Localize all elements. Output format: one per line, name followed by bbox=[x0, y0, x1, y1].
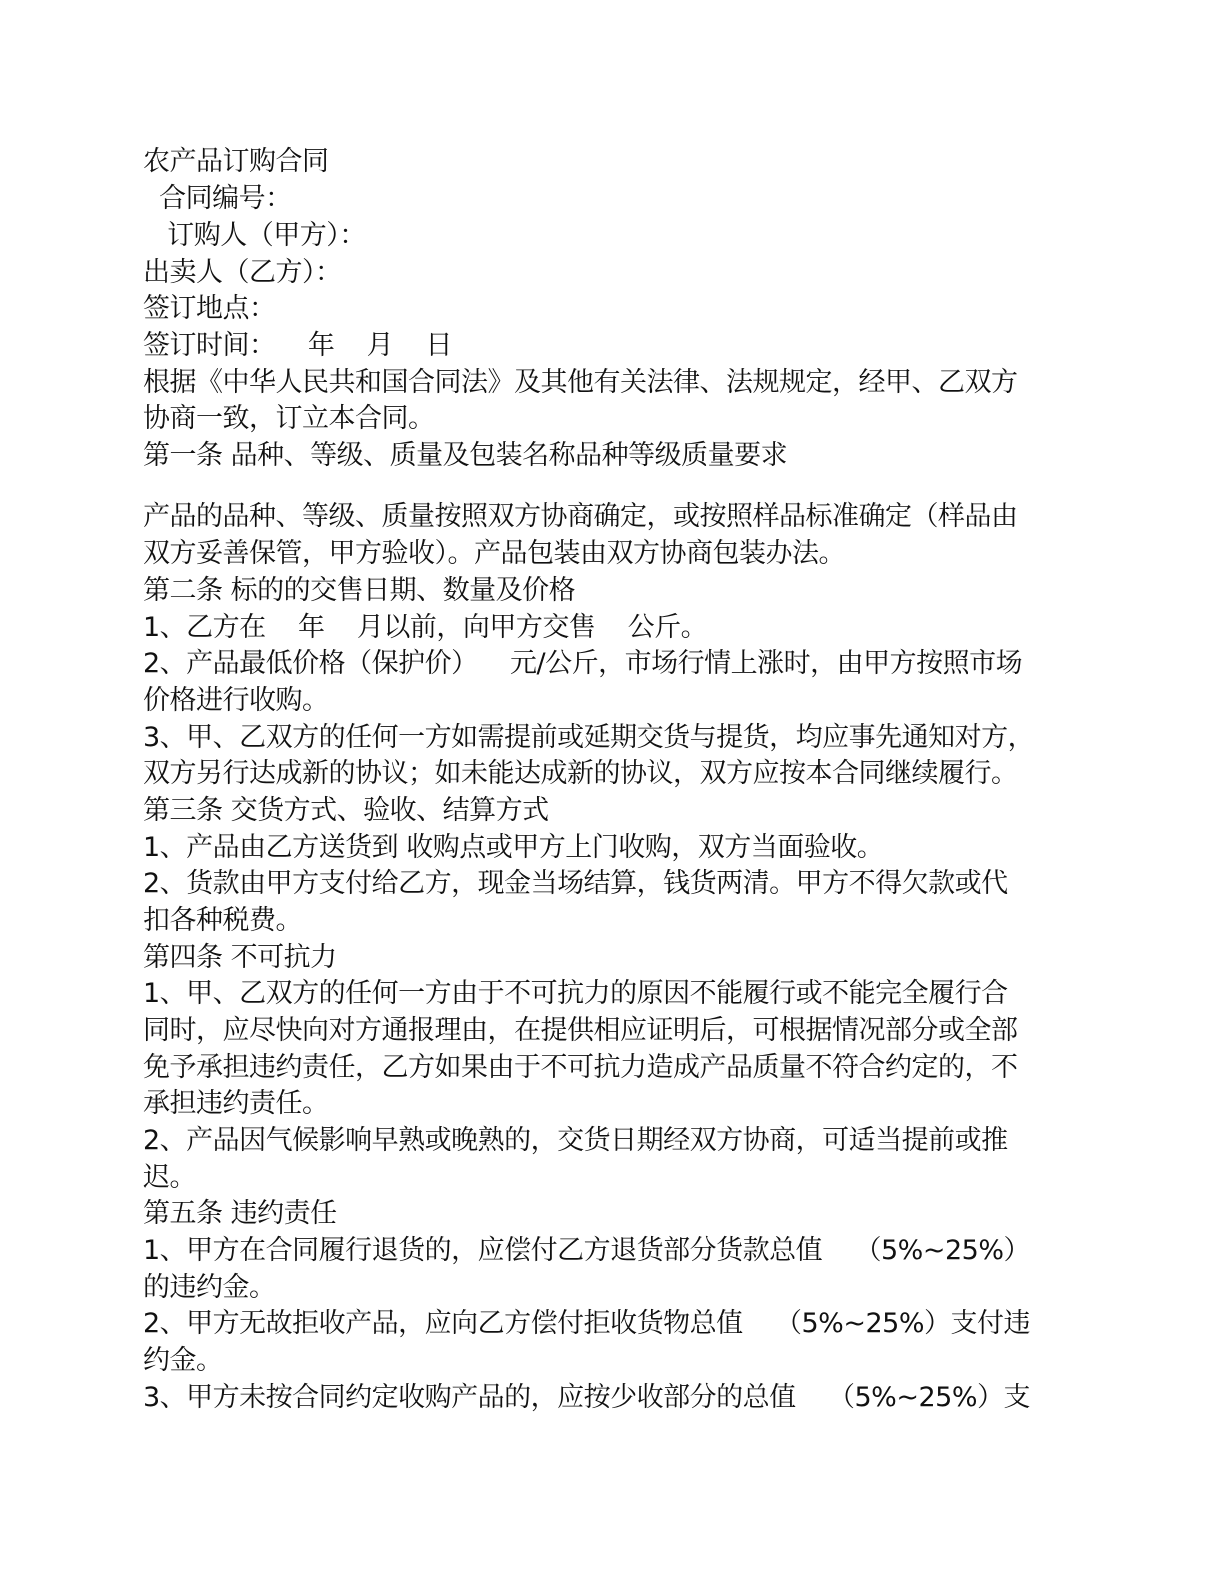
article-2-line: 价格进行收购。 bbox=[143, 685, 329, 716]
article-5-line: 2、甲方无故拒收产品，应向乙方偿付拒收货物总值 （5%~25%）支付违 bbox=[143, 1308, 1030, 1339]
document-title: 农产品订购合同 bbox=[143, 146, 329, 177]
article-3-line: 2、货款由甲方支付给乙方，现金当场结算，钱货两清。甲方不得欠款或代 bbox=[143, 868, 1008, 899]
article-1-line: 双方妥善保管，甲方验收）。产品包装由双方协商包装办法。 bbox=[143, 538, 845, 569]
article-1-line: 产品的品种、等级、质量按照双方协商确定，或按照样品标准确定（样品由 bbox=[143, 501, 1018, 532]
article-2-line: 2、产品最低价格（保护价） 元/公斤，市场行情上涨时，由甲方按照市场 bbox=[143, 648, 1023, 679]
contract-number-field: 合同编号： bbox=[143, 183, 292, 214]
preamble-line: 根据《中华人民共和国合同法》及其他有关法律、法规规定，经甲、乙双方 bbox=[143, 367, 1018, 398]
article-2-heading: 第二条 标的的交售日期、数量及价格 bbox=[143, 575, 576, 606]
article-5-line: 1、甲方在合同履行退货的，应偿付乙方退货部分货款总值 （5%~25%） bbox=[143, 1235, 1030, 1266]
article-5-line: 3、甲方未按合同约定收购产品的，应按少收部分的总值 （5%~25%）支 bbox=[143, 1382, 1030, 1413]
article-4-line: 2、产品因气候影响早熟或晚熟的，交货日期经双方协商，可适当提前或推 bbox=[143, 1125, 1008, 1156]
article-1-heading: 第一条 品种、等级、质量及包装名称品种等级质量要求 bbox=[143, 440, 788, 471]
article-3-heading: 第三条 交货方式、验收、结算方式 bbox=[143, 795, 549, 826]
article-4-line: 免予承担违约责任，乙方如果由于不可抗力造成产品质量不符合约定的，不 bbox=[143, 1052, 1018, 1083]
article-2-line: 1、乙方在 年 月以前，向甲方交售 公斤。 bbox=[143, 612, 708, 643]
article-5-line: 约金。 bbox=[143, 1345, 223, 1376]
article-3-line: 1、产品由乙方送货到 收购点或甲方上门收购，双方当面验收。 bbox=[143, 832, 884, 863]
article-5-heading: 第五条 违约责任 bbox=[143, 1198, 337, 1229]
article-4-heading: 第四条 不可抗力 bbox=[143, 942, 337, 973]
article-4-line: 迟。 bbox=[143, 1162, 196, 1193]
article-4-line: 承担违约责任。 bbox=[143, 1088, 329, 1119]
seller-field: 出卖人（乙方）： bbox=[143, 257, 342, 288]
article-2-line: 3、甲、乙双方的任何一方如需提前或延期交货与提货，均应事先通知对方， bbox=[143, 722, 1035, 753]
signing-date-field: 签订时间： 年 月 日 bbox=[143, 330, 452, 361]
signing-location-field: 签订地点： bbox=[143, 293, 276, 324]
buyer-field: 订购人（甲方）： bbox=[143, 220, 366, 251]
article-2-line: 双方另行达成新的协议；如未能达成新的协议，双方应按本合同继续履行。 bbox=[143, 758, 1018, 789]
article-4-line: 1、甲、乙双方的任何一方由于不可抗力的原因不能履行或不能完全履行合 bbox=[143, 978, 1008, 1009]
preamble-line: 协商一致，订立本合同。 bbox=[143, 403, 435, 434]
article-3-line: 扣各种税费。 bbox=[143, 905, 302, 936]
article-5-line: 的违约金。 bbox=[143, 1272, 276, 1303]
article-4-line: 同时，应尽快向对方通报理由，在提供相应证明后，可根据情况部分或全部 bbox=[143, 1015, 1018, 1046]
